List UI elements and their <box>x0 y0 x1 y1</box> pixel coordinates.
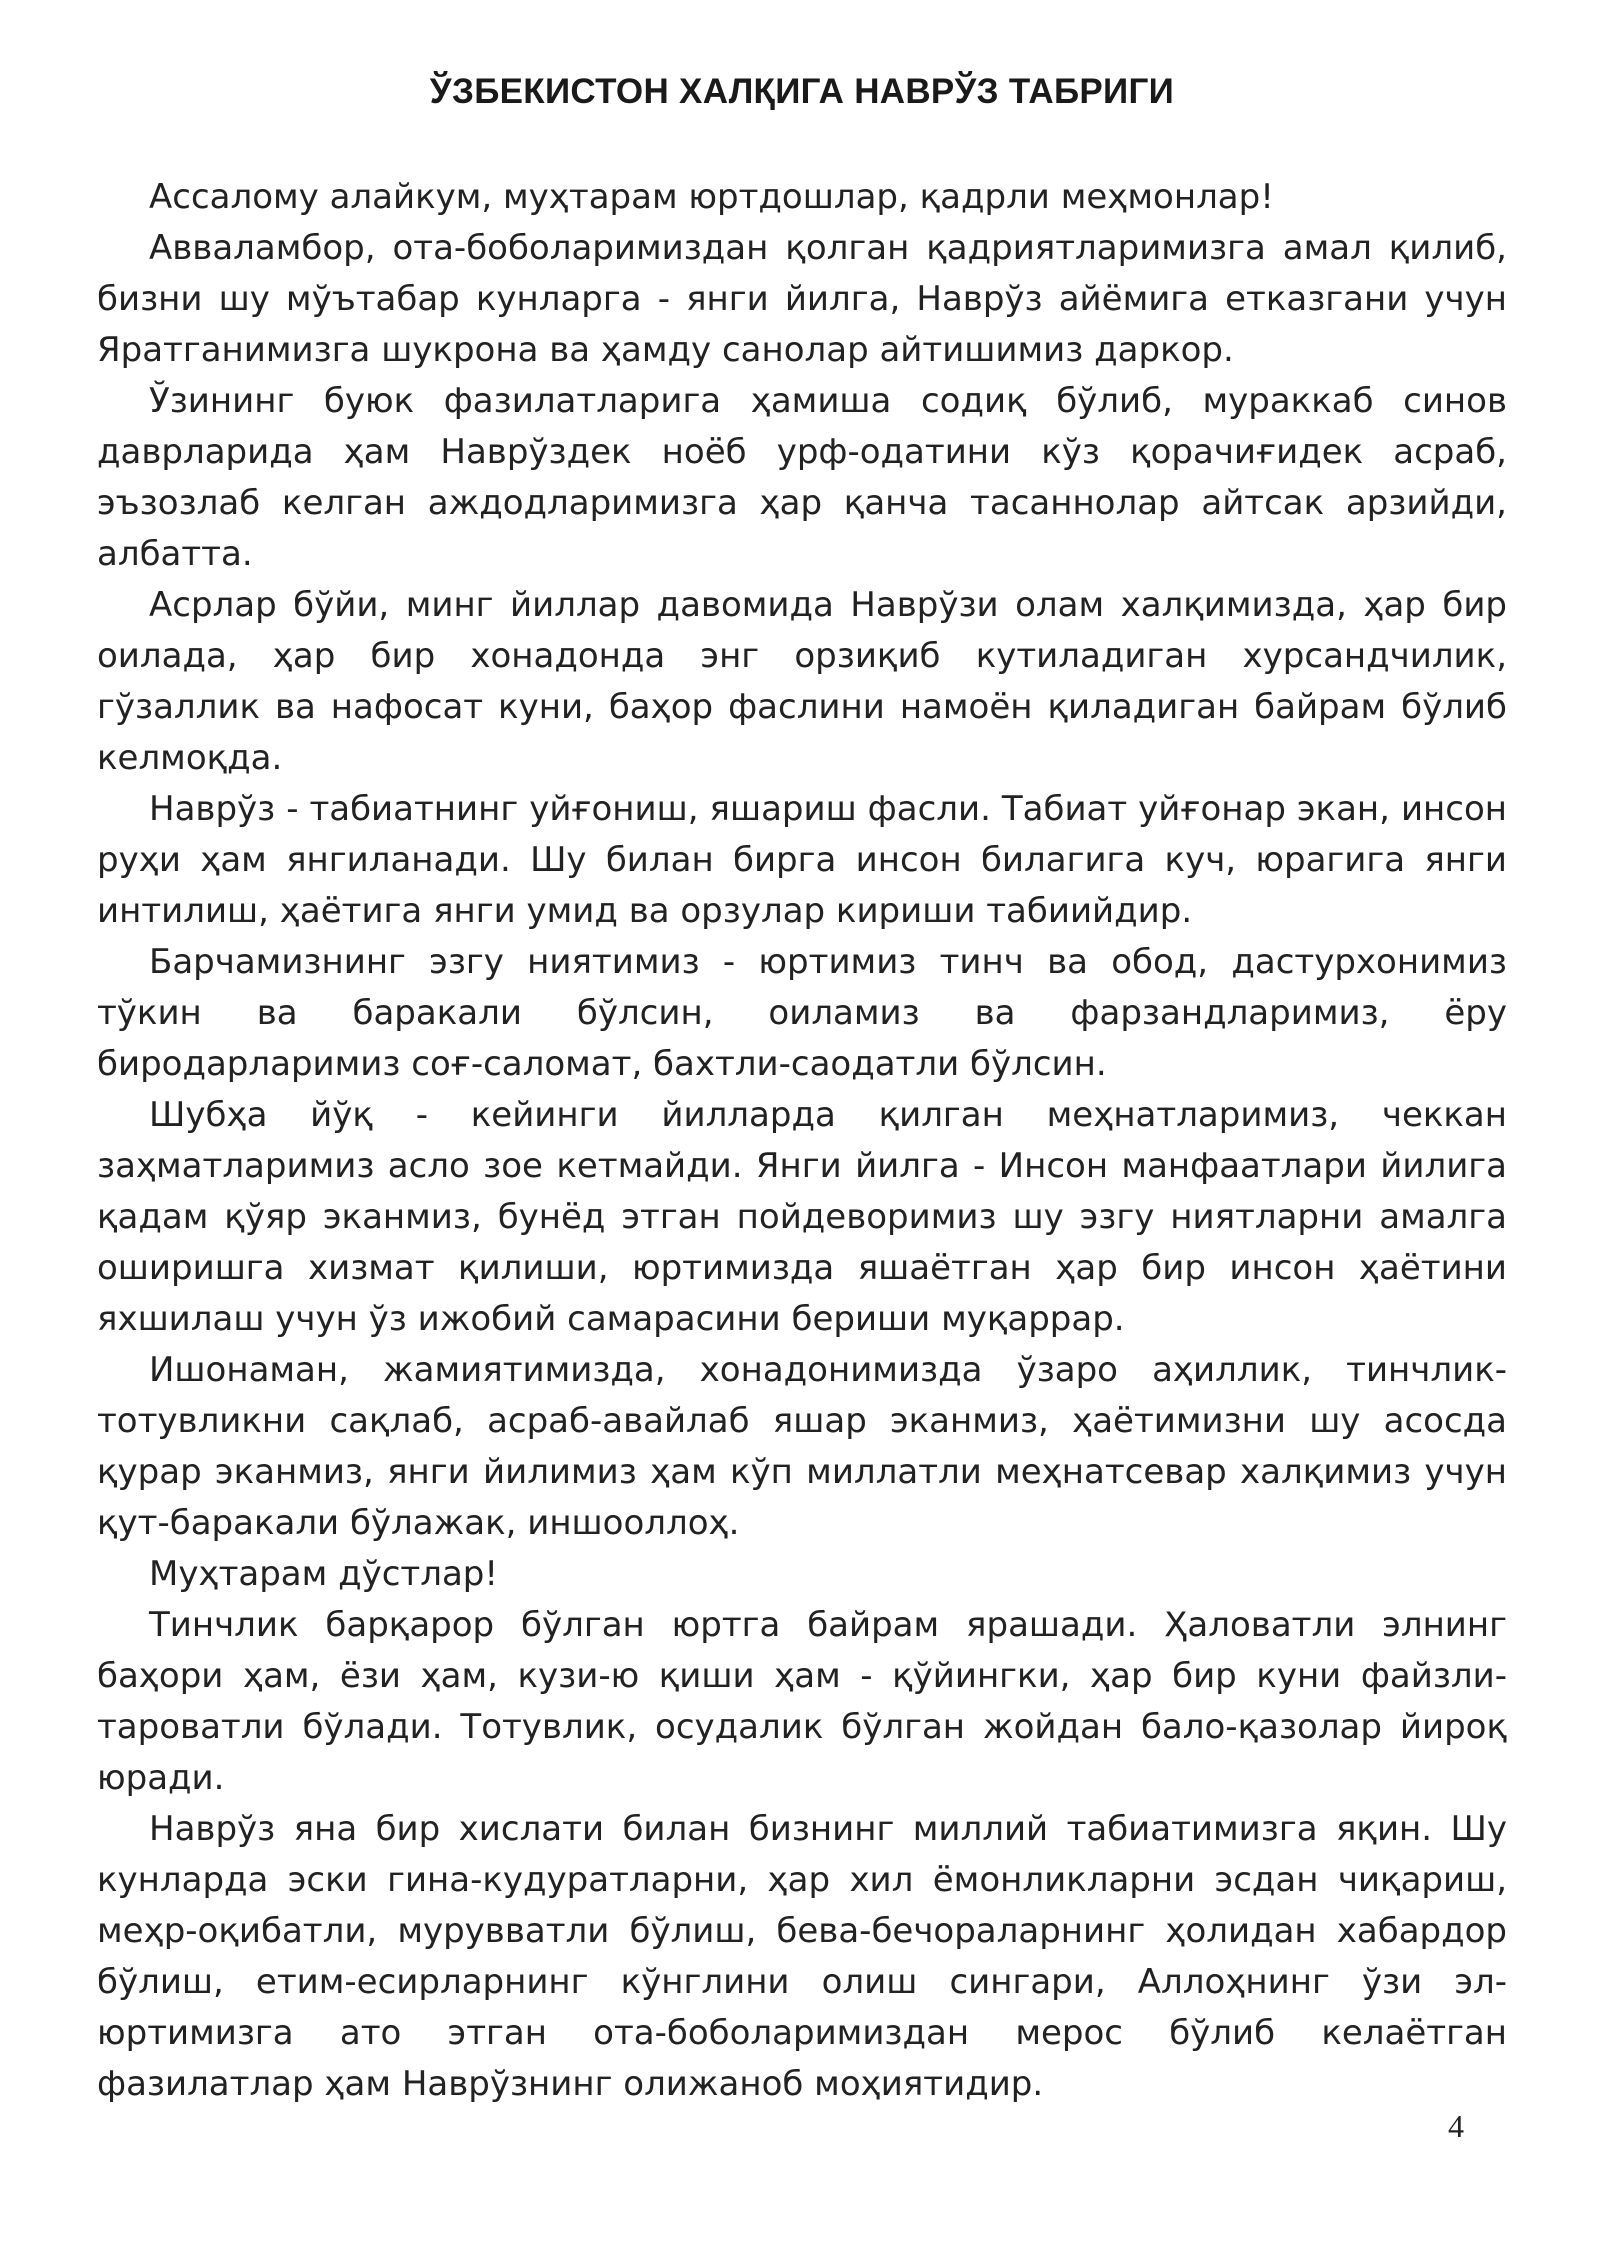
paragraph: Тинчлик барқарор бўлган юртга байрам ярашади. Ҳаловатли элнинг баҳори ҳам, ёзи ҳам, кузи-ю қиши ҳам - қўйингки, ҳар бир куни файзли-тароватли бўлади. Тотувлик, осудалик бўлган жойдан бало-қазолар йироқ юради. <box>97 1605 1507 1798</box>
paragraph: Наврўз яна бир хислати билан бизнинг миллий табиатимизга яқин. Шу кунларда эски гина-кудуратларни, ҳар хил ёмонликларни эсдан чиқариш, меҳр-оқибатли, мурувватли бўлиш, бева-бечораларнинг ҳолидан хабардор бўлиш, етим-есирларнинг кўнглини олиш сингари, Аллоҳнинг ўзи эл-юртимизга ато этган ота-боболаримиздан мерос бўлиб келаётган фазилатлар ҳам Наврўзнинг олижаноб моҳиятидир. <box>97 1809 1507 2104</box>
paragraph: Ўзининг буюк фазилатларига ҳамиша содиқ бўлиб, мураккаб синов даврларида ҳам Наврўздек ноёб урф-одатини кўз қорачиғидек асраб, эъзозлаб келган аждодларимизга ҳар қанча тасаннолар айтсак арзийди, албатта. <box>97 381 1507 574</box>
paragraph: Ишонаман, жамиятимизда, хонадонимизда ўзаро аҳиллик, тинчлик-тотувликни сақлаб, асраб-авайлаб яшар эканмиз, ҳаётимизни шу асосда қурар эканмиз, янги йилимиз ҳам кўп миллатли меҳнатсевар халқимиз учун қут-баракали бўлажак, иншооллоҳ. <box>97 1350 1507 1543</box>
paragraph: Шубҳа йўқ - кейинги йилларда қилган меҳнатларимиз, чеккан заҳматларимиз асло зое кетмайди. Янги йилга - Инсон манфаатлари йилига қадам қўяр эканмиз, бунёд этган пойдеворимиз шу эзгу ниятларни амалга оширишга хизмат қилиши, юртимизда яшаётган ҳар бир инсон ҳаётини яхшилаш учун ўз ижобий самарасини бериши муқаррар. <box>97 1095 1507 1339</box>
page-number: 4 <box>1448 2108 1464 2144</box>
paragraph: Наврўз - табиатнинг уйғониш, яшариш фасли. Табиат уйғонар экан, инсон руҳи ҳам янгиланади. Шу билан бирга инсон билагига куч, юрагига янги интилиш, ҳаётига янги умид ва орзулар кириши табиийдир. <box>97 789 1507 931</box>
document-title: ЎЗБЕКИСТОН ХАЛҚИГА НАВРЎЗ ТАБРИГИ <box>429 72 1175 111</box>
paragraph-address: Муҳтарам дўстлар! <box>149 1554 498 1594</box>
paragraph-greeting: Ассалому алайкум, муҳтарам юртдошлар, қадрли меҳмонлар! <box>149 177 1274 217</box>
document-body <box>97 172 1507 2110</box>
document-page <box>97 0 1507 2262</box>
paragraph: Авваламбор, ота-боболаримиздан қолган қадриятларимизга амал қилиб, бизни шу мўътабар кунларга - янги йилга, Наврўз айёмига етказгани учун Яратганимизга шукрона ва ҳамду санолар айтишимиз даркор. <box>97 228 1507 370</box>
paragraph: Барчамизнинг эзгу ниятимиз - юртимиз тинч ва обод, дастурхонимиз тўкин ва баракали бўлсин, оиламиз ва фарзандларимиз, ёру биродарларимиз соғ-саломат, бахтли-саодатли бўлсин. <box>97 942 1507 1084</box>
paragraph: Асрлар бўйи, минг йиллар давомида Наврўзи олам халқимизда, ҳар бир оилада, ҳар бир хонадонда энг орзиқиб кутиладиган хурсандчилик, гўзаллик ва нафосат куни, баҳор фаслини намоён қиладиган байрам бўлиб келмоқда. <box>97 585 1507 778</box>
